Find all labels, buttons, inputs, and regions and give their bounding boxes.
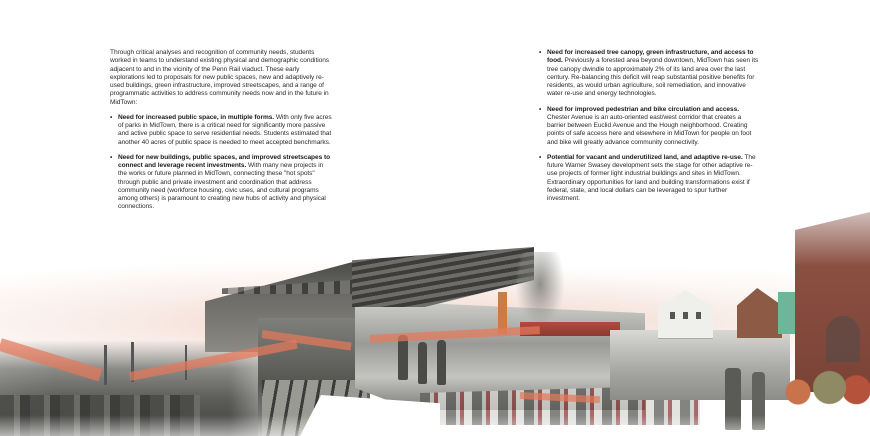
window [696, 312, 701, 319]
neighborhood-street-photo [610, 330, 790, 400]
tree-photo [515, 252, 565, 332]
window [683, 312, 688, 319]
white-house-photo [658, 290, 713, 339]
right-text-column [539, 49, 761, 210]
bullet-marker: • [539, 153, 542, 161]
red-pedestrian-bridge [520, 322, 620, 336]
orange-column [498, 292, 507, 334]
list-item [110, 154, 332, 212]
list-item-body: Chester Avenue is an auto-oriented east/west corridor that creates a barrier between Euclid Avenue and the Hough neighborhood. Creating points of safe access here and elsewhere in MidTown for people on foot and bike will greatly advance community connectivity. [547, 113, 752, 146]
list-item-body: With only five acres of parks in MidTown, there is a critical need for significantly more passive and active public space to serve residential needs. Students estimated that another 40 acres of public space is needed to meet accepted benchmarks. [118, 113, 332, 146]
list-item-heading: Need for increased tree canopy, green infrastructure, and access to food. [547, 49, 754, 65]
list-item-body: With many new projects in the works or future planned in MidTown, connecting these "hot spots" through public and private investment and coordination that address community need (workforce housing, civic uses, and cultural programs among others) is paramount to creating new hubs of activity and physical connections. [118, 162, 326, 211]
list-item-heading: Need for new buildings, public spaces, and improved streetscapes to connect and leverage recent investments. [118, 153, 331, 169]
bullet-marker: • [539, 105, 542, 113]
bullet-marker: • [539, 49, 542, 56]
needs-list-right [539, 49, 761, 203]
list-item-heading: Need for increased public space, in multiple forms. [118, 113, 275, 121]
shrubs-photo [780, 365, 870, 410]
brown-house-photo [737, 288, 782, 338]
brick-arch [826, 316, 860, 362]
list-item-heading: Potential for vacant and underutilized land, and adaptive re-use. [547, 153, 743, 161]
needs-list-left [110, 114, 332, 212]
list-item [539, 49, 761, 99]
bullet-marker: • [110, 153, 113, 161]
list-item [539, 154, 761, 204]
bullet-marker: • [110, 113, 113, 121]
lumber-yard-photo [0, 395, 200, 436]
intro-paragraph: Through critical analyses and recognition of community needs, students worked in teams to understand existing physical and demographic conditions adjacent to and in the vicinity of the Penn Rail viaduct. These early explorations led to proposals for new public spaces, new and adaptively re-used buildings, green infrastructure, improved streetscapes, and a range of programmatic activities to address community needs now and in the future in MidTown: [110, 49, 330, 106]
list-item [110, 114, 332, 147]
list-item-body: The future Warner Swasey development sets the stage for other adaptive re-use projects of former light industrial buildings and sites in MidTown. Extraordinary opportunities for land and building transformations exist if federal, state, and local dollars can be leveraged to spur further investment. [547, 153, 756, 202]
list-item-body: Previously a forested area beyond downtown, MidTown has seen its tree canopy dwindle to approximately 2% of its land area over the last century. Re-balancing this deficit will reap substantial positive benefits for residents, as would urban agriculture, soil remediation, and innovative water re-use and energy technologies. [547, 57, 759, 98]
list-item-heading: Need for improved pedestrian and bike circulation and access. [547, 105, 739, 113]
left-text-column [110, 49, 332, 219]
rail-tracks [262, 380, 367, 436]
list-item [539, 106, 761, 147]
window [670, 312, 675, 319]
